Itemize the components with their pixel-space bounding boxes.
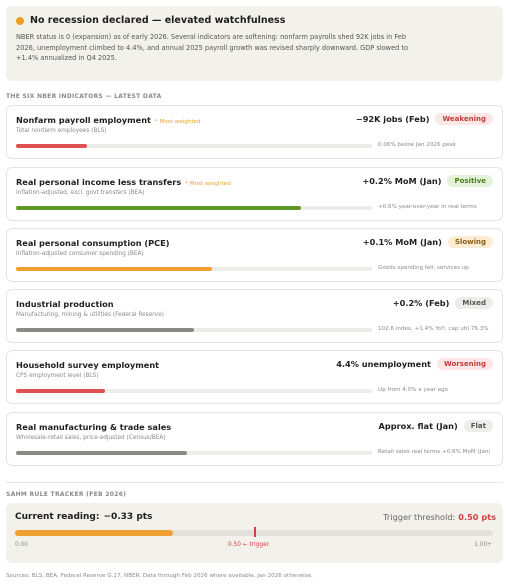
sahm-threshold-value: 0.50 pts <box>458 512 496 522</box>
most-weighted-tag: * Most weighted <box>185 181 231 187</box>
indicator-note: Goods spending fell; services up <box>378 265 469 271</box>
indicator-subtitle: Manufacturing, mining & utilities (Federal Reserve) <box>16 312 164 318</box>
indicator-bar-track <box>16 389 372 393</box>
indicator-bar-fill <box>16 328 194 332</box>
indicator-card <box>6 167 503 221</box>
indicator-bar-fill <box>16 144 87 148</box>
indicator-value-group <box>363 236 493 248</box>
indicator-title <box>16 115 201 125</box>
indicator-value: +0.2% (Feb) <box>392 298 450 308</box>
indicator-title-text: Real personal consumption (PCE) <box>16 238 170 248</box>
indicators-section-label: THE SIX NBER INDICATORS — LATEST DATA <box>6 93 162 100</box>
sahm-current-label: Current reading: <box>15 512 100 522</box>
indicator-title-text: Nonfarm payroll employment <box>16 115 151 125</box>
indicator-value-group <box>362 175 493 187</box>
indicator-note: Up from 4.0% a year ago <box>378 387 449 393</box>
section-divider <box>6 482 503 483</box>
sahm-trigger-marker <box>254 527 256 537</box>
indicator-title <box>16 238 174 248</box>
status-description: NBER status is 0 (expansion) as of early 2026. Several indicators are softening: nonfarm payrolls shed 92K jobs in Feb 2026, unemployment climbed to 4.4%, and annual 2025 payroll growth was revised sharply downward. GDP slowed to +1.4% annualized in Q4 2025. <box>16 33 409 62</box>
indicator-value: +0.2% MoM (Jan) <box>362 176 442 186</box>
indicator-status-badge: Slowing <box>448 236 493 248</box>
status-title: No recession declared — elevated watchfulness <box>30 15 286 26</box>
indicator-title-text: Household survey employment <box>16 360 160 370</box>
indicator-title-text: Real manufacturing & trade sales <box>16 422 172 432</box>
sahm-scale-min: 0.00 <box>15 542 28 548</box>
indicator-note: 102.6 index, +1.4% YoY, cap util 76.3% <box>378 326 489 332</box>
most-weighted-tag: * Most weighted <box>154 119 201 125</box>
status-header <box>16 15 493 26</box>
sources-footnote: Sources: BLS, BEA, Federal Reserve G.17, NBER. Data through Feb 2026 where available, Jan 2026 otherwise. <box>6 573 313 579</box>
indicator-subtitle: Inflation-adjusted, excl. govt transfers (BEA) <box>16 190 145 196</box>
indicator-status-badge: Worsening <box>437 358 493 370</box>
indicator-value: −92K jobs (Feb) <box>355 114 430 124</box>
indicator-status-badge: Weakening <box>435 113 493 125</box>
indicator-note: 0.06% below Jan 2026 peak <box>378 142 456 148</box>
indicator-title <box>16 299 118 309</box>
sahm-threshold <box>383 512 496 522</box>
indicator-bar-track <box>16 206 372 210</box>
status-banner <box>6 6 503 81</box>
indicator-value: 4.4% unemployment <box>336 359 431 369</box>
indicator-bar-fill <box>16 206 301 210</box>
indicator-bar-fill <box>16 451 187 455</box>
sahm-current-value: −0.33 pts <box>103 512 153 522</box>
indicator-bar-fill <box>16 389 105 393</box>
sahm-progress-fill <box>15 530 173 536</box>
indicator-title <box>16 422 175 432</box>
sahm-scale-max: 1.00+ <box>474 542 492 548</box>
indicator-card <box>6 289 503 343</box>
indicator-note: Retail sales real terms +0.6% MoM (Jan) <box>378 449 491 455</box>
sahm-tracker <box>6 503 503 563</box>
status-dot-icon <box>16 17 24 25</box>
sahm-current-reading <box>15 512 152 522</box>
indicator-subtitle: Inflation-adjusted consumer spending (BEA) <box>16 251 144 257</box>
indicator-card <box>6 350 503 404</box>
indicator-subtitle: Wholesale-retail sales, price-adjusted (Census/BEA) <box>16 435 166 441</box>
indicator-card <box>6 228 503 282</box>
indicator-value-group <box>393 297 493 309</box>
indicator-title <box>16 360 163 370</box>
indicator-status-badge: Positive <box>447 175 493 187</box>
indicator-value: +0.1% MoM (Jan) <box>362 237 442 247</box>
indicator-status-badge: Mixed <box>455 297 493 309</box>
indicator-title-text: Real personal income less transfers <box>16 177 182 187</box>
indicator-title <box>16 177 231 187</box>
sahm-progress-track <box>15 530 493 536</box>
indicator-bar-track <box>16 267 372 271</box>
indicator-bar-track <box>16 328 372 332</box>
indicator-card <box>6 412 503 466</box>
sahm-section-label: SAHM RULE TRACKER (FEB 2026) <box>6 491 127 498</box>
indicator-note: +0.6% year-over-year in real terms <box>378 204 477 210</box>
indicator-value-group <box>379 420 493 432</box>
indicator-subtitle: CPS employment level (BLS) <box>16 373 99 379</box>
indicator-subtitle: Total nonfarm employees (BLS) <box>16 128 107 134</box>
indicator-card <box>6 105 503 159</box>
indicator-value-group <box>336 358 493 370</box>
indicator-bar-fill <box>16 267 212 271</box>
indicator-bar-track <box>16 144 372 148</box>
indicator-title-text: Industrial production <box>16 299 114 309</box>
indicator-value: Approx. flat (Jan) <box>378 421 458 431</box>
sahm-scale-trigger: 0.50 ← trigger <box>228 542 270 548</box>
indicator-status-badge: Flat <box>464 420 493 432</box>
sahm-threshold-label: Trigger threshold: <box>383 512 456 522</box>
indicator-bar-track <box>16 451 372 455</box>
indicator-value-group <box>356 113 493 125</box>
